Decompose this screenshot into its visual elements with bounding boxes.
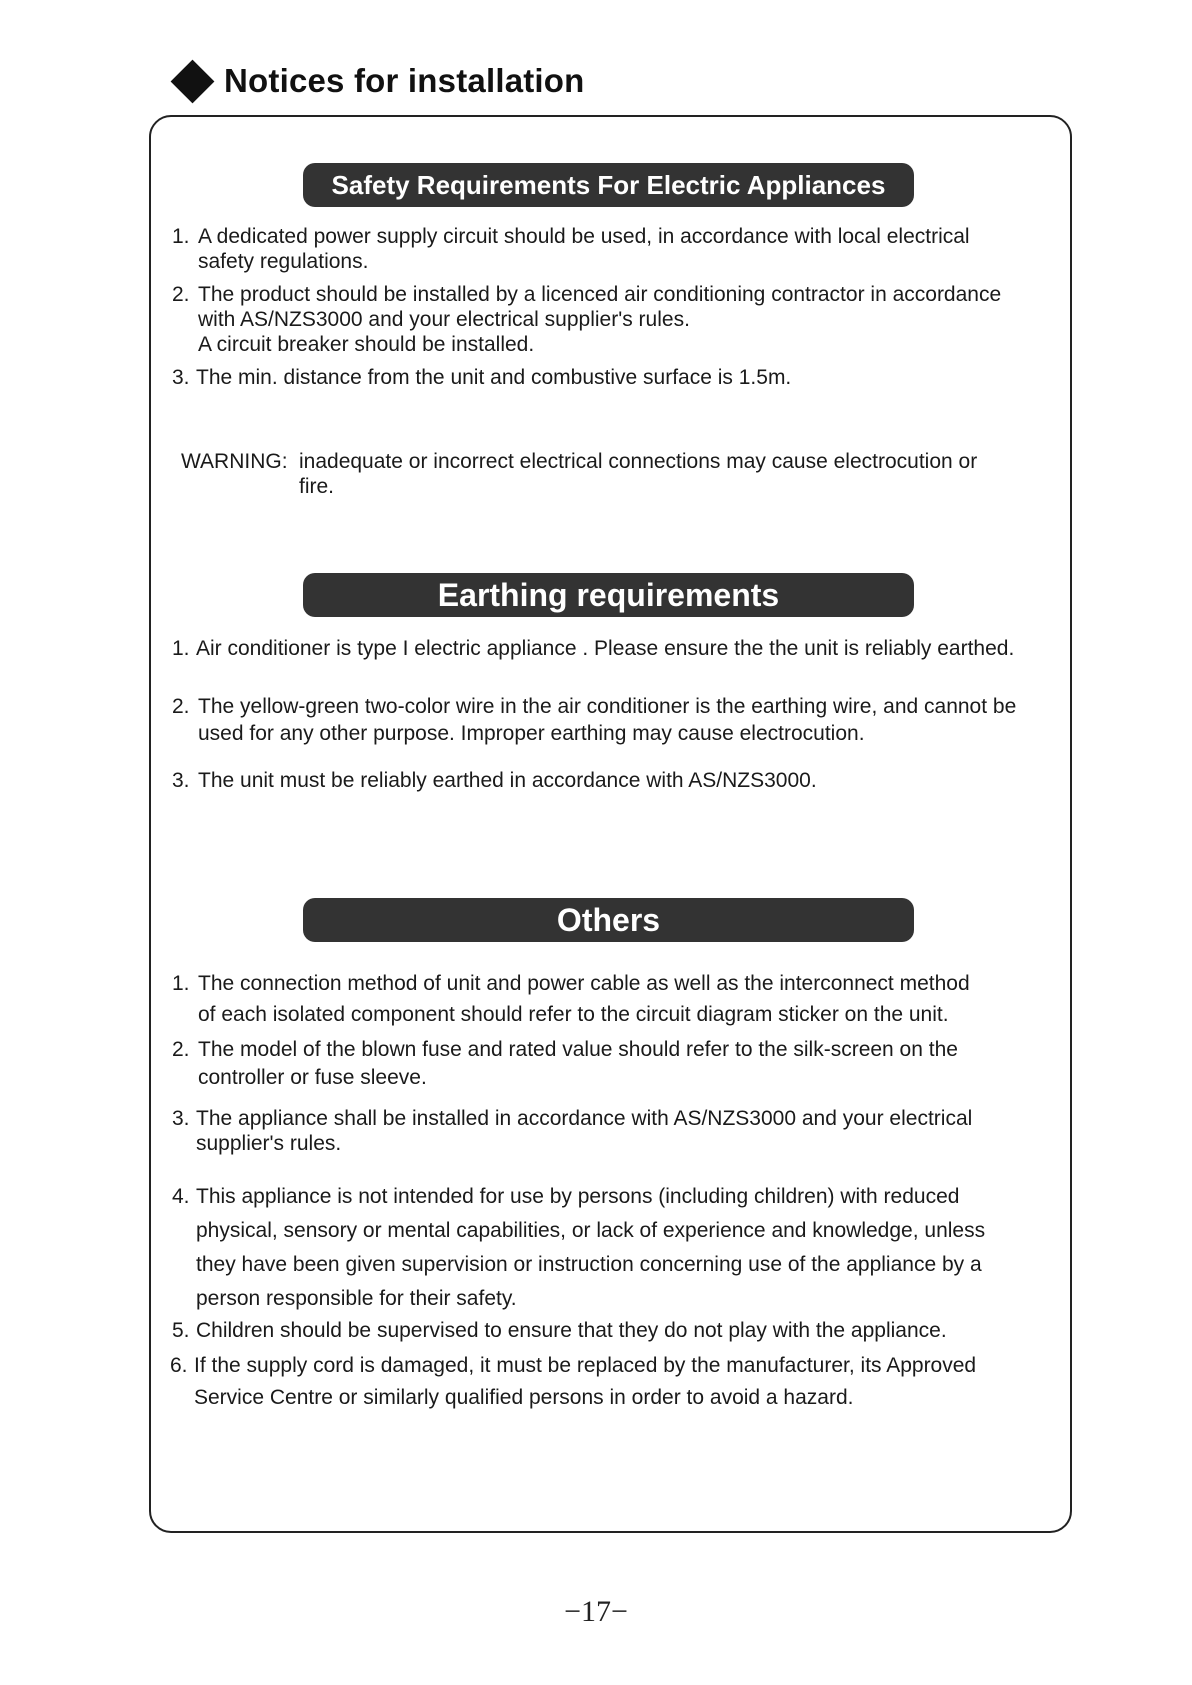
item-number: 2.	[172, 283, 190, 306]
others-item-3	[172, 1106, 972, 1156]
item-number: 2.	[172, 1038, 190, 1061]
page-title: Notices for installation	[224, 62, 585, 99]
item-number: 3.	[172, 366, 190, 389]
warning-text: fire.	[299, 475, 335, 498]
earthing-section-title: Earthing requirements	[303, 573, 914, 617]
item-text: Children should be supervised to ensure that they do not play with the appliance.	[196, 1319, 947, 1342]
warning-text: inadequate or incorrect electrical connections may cause electrocution or	[299, 450, 978, 473]
item-text: The product should be installed by a licenced air conditioning contractor in accordance	[198, 283, 1002, 306]
item-text: supplier's rules.	[196, 1132, 342, 1155]
others-section-title: Others	[303, 898, 914, 942]
others-item-4	[172, 1180, 985, 1316]
item-number: 1.	[172, 225, 190, 248]
earthing-item-1	[172, 636, 1014, 661]
others-item-2	[172, 1036, 958, 1092]
item-number: 5.	[172, 1319, 190, 1342]
item-number: 3.	[172, 769, 190, 792]
others-item-1	[172, 968, 970, 1030]
earthing-item-2	[172, 694, 1016, 746]
safety-item-2	[172, 282, 1001, 357]
item-number: 4.	[172, 1185, 190, 1208]
others-item-5	[172, 1318, 947, 1343]
item-number: 1.	[172, 972, 190, 995]
item-text: Service Centre or similarly qualified persons in order to avoid a hazard.	[194, 1386, 854, 1409]
item-text: A dedicated power supply circuit should be used, in accordance with local electrical	[198, 225, 970, 248]
item-text: The connection method of unit and power cable as well as the interconnect method	[198, 972, 970, 995]
item-text: A circuit breaker should be installed.	[198, 333, 535, 356]
warning-label: WARNING:	[181, 450, 288, 473]
item-text: The min. distance from the unit and combustive surface is 1.5m.	[196, 366, 792, 389]
item-text: This appliance is not intended for use by persons (including children) with reduced	[196, 1185, 960, 1208]
diamond-bullet-icon	[171, 59, 215, 103]
safety-item-3	[172, 365, 791, 390]
item-number: 6.	[170, 1354, 188, 1377]
item-text: Air conditioner is type I electric appliance . Please ensure the the unit is reliably earthed.	[196, 637, 1015, 660]
item-text: they have been given supervision or instruction concerning use of the appliance by a	[196, 1253, 982, 1276]
item-text: The unit must be reliably earthed in accordance with AS/NZS3000.	[198, 769, 817, 792]
item-text: of each isolated component should refer to the circuit diagram sticker on the unit.	[198, 1003, 949, 1026]
item-text: controller or fuse sleeve.	[198, 1066, 427, 1089]
item-text: physical, sensory or mental capabilities, or lack of experience and knowledge, unless	[196, 1219, 986, 1242]
item-text: The appliance shall be installed in accordance with AS/NZS3000 and your electrical	[196, 1107, 973, 1130]
safety-section-title: Safety Requirements For Electric Appliances	[303, 163, 914, 207]
item-text: The model of the blown fuse and rated value should refer to the silk-screen on the	[198, 1038, 958, 1061]
page-number: −17−	[564, 1595, 628, 1628]
item-text: If the supply cord is damaged, it must be replaced by the manufacturer, its Approved	[194, 1354, 977, 1377]
item-text: person responsible for their safety.	[196, 1287, 517, 1310]
item-text: safety regulations.	[198, 250, 369, 273]
warning-note	[181, 449, 977, 499]
page-header	[171, 62, 585, 100]
item-number: 3.	[172, 1107, 190, 1130]
item-number: 2.	[172, 695, 190, 718]
safety-item-1	[172, 224, 970, 274]
item-text: used for any other purpose. Improper earthing may cause electrocution.	[198, 722, 865, 745]
earthing-item-3	[172, 768, 817, 793]
item-text: with AS/NZS3000 and your electrical supplier's rules.	[198, 308, 690, 331]
item-text: The yellow-green two-color wire in the air conditioner is the earthing wire, and cannot be	[198, 695, 1017, 718]
item-number: 1.	[172, 637, 190, 660]
others-item-6	[170, 1350, 976, 1414]
